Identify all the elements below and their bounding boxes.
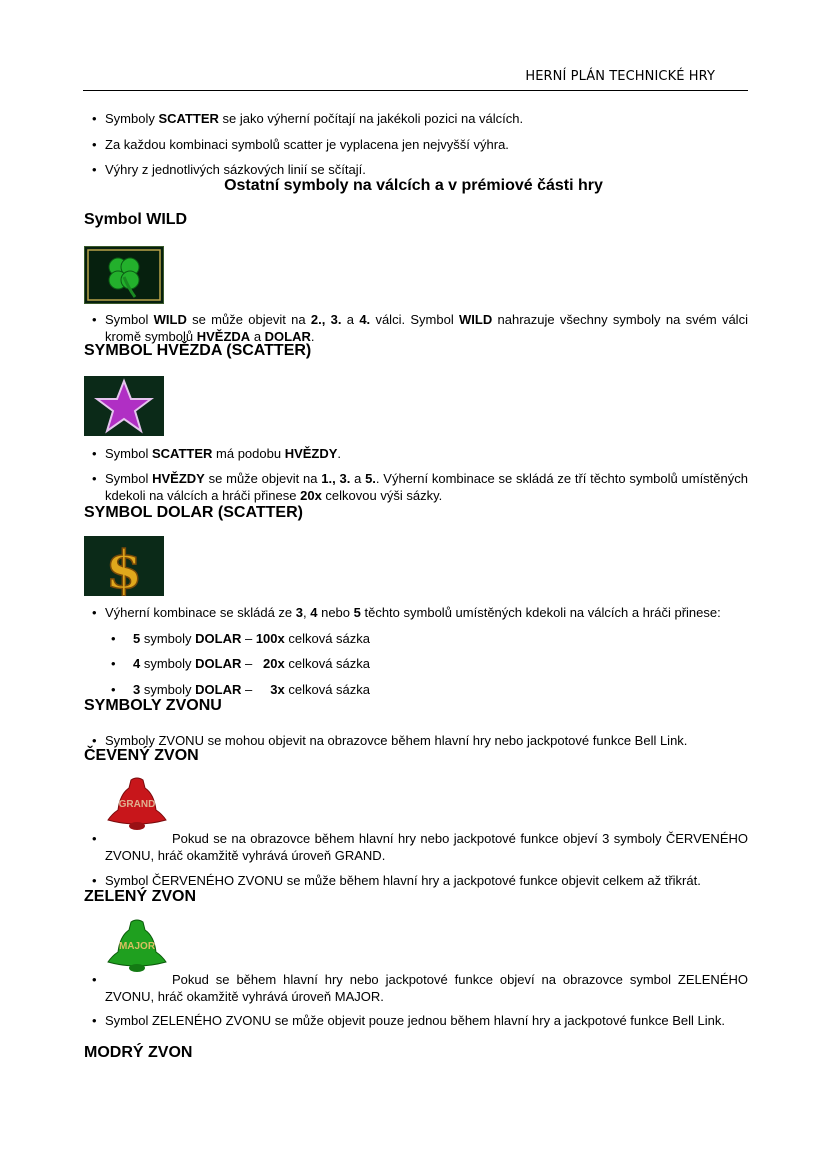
bold-text: SCATTER — [158, 111, 219, 126]
heading-bells: SYMBOLY ZVONU — [84, 697, 222, 714]
bold-text: DOLAR — [195, 631, 242, 646]
text: Výherní kombinace se skládá ze — [105, 605, 296, 620]
text: Symboly — [105, 111, 159, 126]
heading-green-bell: ZELENÝ ZVON — [84, 888, 197, 905]
text: – — [241, 656, 264, 671]
bold-text: 5 — [133, 631, 141, 646]
text: . — [337, 446, 342, 461]
bold-text: WILD — [459, 312, 493, 327]
bullet-text — [105, 110, 748, 127]
text: . — [310, 329, 315, 344]
clover-symbol-image — [84, 246, 164, 304]
bell-icon — [104, 918, 170, 974]
svg-text:$: $ — [105, 540, 143, 596]
bold-text: 3 — [295, 605, 304, 620]
bold-text: 20x — [263, 656, 285, 671]
bold-text: HVĚZDY — [152, 471, 205, 486]
red-bell-image — [104, 776, 170, 832]
bullet-text — [105, 445, 748, 462]
heading-red-bell: ČEVENÝ ZVON — [84, 747, 199, 764]
bullet-text — [133, 630, 370, 647]
text: se může objevit na — [186, 312, 311, 327]
dollar-symbol-image — [84, 536, 164, 596]
text: těchto symbolů umístěných kdekoli na válcích a hráči přinese: — [360, 605, 721, 620]
text: a — [341, 312, 360, 327]
bold-text: 3x — [270, 682, 285, 697]
bold-text: DOLAR — [195, 656, 242, 671]
text: a — [350, 471, 366, 486]
bold-text: DOLAR — [264, 329, 311, 344]
text: nahrazuje všechny symboly na svém válci kromě symbolů — [105, 312, 748, 344]
green-bell-image — [104, 918, 170, 974]
text: , — [303, 605, 311, 620]
text: symboly — [140, 656, 196, 671]
dollar-icon — [84, 536, 164, 596]
bullet-text — [105, 732, 748, 749]
text: symboly — [140, 682, 196, 697]
text: – — [241, 631, 256, 646]
text: Výhry z jednotlivých sázkových linií se sčítají. — [105, 162, 366, 177]
bold-text: HVĚZDA — [196, 329, 251, 344]
text: Symbol ZELENÉHO ZVONU se může objevit pouze jednou během hlavní hry a jackpotové funkce Bell Link. — [105, 1013, 725, 1028]
svg-text:GRAND: GRAND — [118, 799, 156, 810]
text: Pokud se na obrazovce během hlavní hry nebo jackpotové funkce objeví 3 symboly ČERVENÉHO ZVONU, hráč okamžitě vyhrává úroveň GRAND. — [105, 831, 748, 863]
star-symbol-image — [84, 376, 164, 436]
heading-blue-bell: MODRÝ ZVON — [84, 1044, 193, 1061]
bold-text: 4 — [310, 605, 318, 620]
bold-text: WILD — [153, 312, 187, 327]
bold-text: SCATTER — [151, 446, 213, 461]
bullet-text — [105, 136, 748, 153]
header-divider — [83, 90, 748, 91]
text: a — [250, 329, 265, 344]
text: Symbol ČERVENÉHO ZVONU se může během hlavní hry a jackpotové funkce objevit celkem až třikrát. — [105, 873, 701, 888]
bullet-text — [105, 470, 748, 504]
bullet-text — [105, 1012, 748, 1029]
bullet-text — [133, 655, 370, 672]
bold-text: 5 — [353, 605, 361, 620]
bold-text: DOLAR — [195, 682, 242, 697]
bold-text: 4 — [133, 656, 141, 671]
bullet-text — [105, 872, 748, 889]
text: Symbol — [105, 446, 152, 461]
bold-text: 2., 3. — [310, 312, 342, 327]
text: – — [241, 682, 271, 697]
bullet-text — [105, 161, 748, 178]
text: válci. Symbol — [370, 312, 459, 327]
heading-wild: Symbol WILD — [84, 211, 188, 228]
heading-star: SYMBOL HVĚZDA (SCATTER) — [84, 342, 312, 359]
text: Symbol — [105, 471, 153, 486]
bell-icon — [104, 776, 170, 832]
text: Pokud se během hlavní hry nebo jackpotové funkce objeví na obrazovce symbol ZELENÉHO ZVONU, hráč okamžitě vyhrává úroveň MAJOR. — [105, 972, 748, 1004]
bold-text: 100x — [255, 631, 285, 646]
bullet-text — [105, 311, 748, 345]
text: . Výherní kombinace se skládá ze tří těchto symbolů umístěných kdekoli na válcích a hráči přinese — [105, 471, 748, 503]
text: symboly — [140, 631, 196, 646]
text: se jako výherní počítají na jakékoli pozici na válcích. — [218, 111, 524, 126]
bullet-text — [105, 830, 748, 864]
section-title: Ostatní symboly na válcích a v prémiové části hry — [224, 177, 603, 194]
bold-text: 20x — [300, 488, 322, 503]
bold-text: 1., 3. — [321, 471, 351, 486]
text: se může objevit na — [204, 471, 322, 486]
text: Symboly ZVONU se mohou objevit na obrazovce během hlavní hry nebo jackpotové funkce Bell Link. — [105, 733, 688, 748]
star-icon — [84, 376, 164, 436]
text: celková sázka — [284, 656, 371, 671]
heading-dollar: SYMBOL DOLAR (SCATTER) — [84, 504, 303, 521]
page-header-title: HERNÍ PLÁN TECHNICKÉ HRY — [525, 69, 715, 84]
clover-icon — [85, 247, 163, 303]
text: Za každou kombinaci symbolů scatter je vyplacena jen nejvyšší výhra. — [105, 137, 509, 152]
bold-text: 3 — [133, 682, 141, 697]
bold-text: 4. — [359, 312, 371, 327]
text: Symbol — [105, 312, 154, 327]
bullet-text — [133, 681, 370, 698]
bold-text: HVĚZDY — [284, 446, 338, 461]
bullet-text — [105, 971, 748, 1005]
text: celkovou výši sázky. — [321, 488, 443, 503]
text: celková sázka — [284, 682, 370, 697]
text: nebo — [317, 605, 354, 620]
text: má podobu — [212, 446, 285, 461]
svg-text:MAJOR: MAJOR — [118, 941, 156, 952]
text: celková sázka — [284, 631, 371, 646]
bullet-text — [105, 604, 748, 621]
bold-text: 5. — [365, 471, 376, 486]
